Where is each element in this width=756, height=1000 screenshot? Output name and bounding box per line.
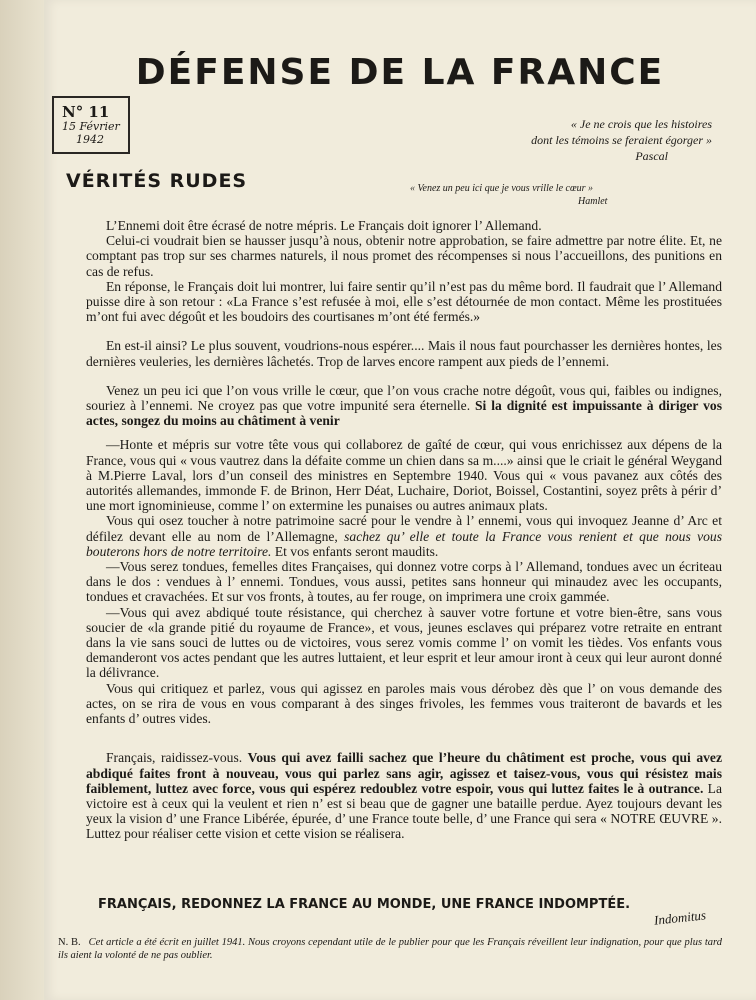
epigraph bbox=[472, 116, 712, 164]
paragraph-5-bold: Si la dignité est impuissante à diriger vos actes, songez du moins au châtiment à venir bbox=[86, 398, 722, 429]
article-title: VÉRITÉS RUDES bbox=[66, 170, 248, 192]
paragraph-7-italic: sachez qu’ elle et toute la France vous renient et que nous vous bouterons hors de notre territoire. bbox=[86, 528, 722, 559]
article-quote-text: « Venez un peu ici que je vous vrille le cœur » bbox=[410, 183, 594, 194]
issue-number: N° 11 bbox=[62, 103, 110, 121]
article-body bbox=[86, 218, 722, 842]
closing-slogan: FRANÇAIS, REDONNEZ LA FRANCE AU MONDE, UNE FRANCE INDOMPTÉE. bbox=[98, 897, 631, 912]
author-signature: Indomitus bbox=[653, 907, 707, 928]
paragraph-3: En réponse, le Français doit lui montrer, lui faire sentir qu’il n’est pas du même bord. Il faudrait que l’ Allemand puisse dire à son retour : «La France s’est refusée à moi, elle s’est détournée de mon contact. Même les prostituées m’ont fui avec dégoût et les boudoirs des courtisanes m’ont été fermés.» bbox=[86, 278, 722, 325]
newspaper-masthead: DÉFENSE DE LA FRANCE bbox=[135, 52, 665, 93]
issue-date-year: 1942 bbox=[76, 133, 104, 146]
footnote bbox=[58, 936, 722, 962]
article-quote-author: Hamlet bbox=[578, 196, 608, 207]
epigraph-line-1: « Je ne crois que les histoires bbox=[570, 117, 712, 131]
paragraph-11-end: La victoire est à ceux qui la veulent et rien n’ est si beau que de gagner une bataille perdue. Ayez toujours devant les yeux la vision d’ une France Libérée, épurée, d’ une France toute belle, d’ une France qui sera « NOTRE ŒUVRE ». Luttez pour réaliser cette vision et cette vision se réalisera. bbox=[86, 780, 722, 842]
page-edge bbox=[0, 0, 44, 1000]
paragraph-8: —Vous serez tondues, femelles dites Françaises, qui donnez votre corps à l’ Allemand, tondues avec un écriteau dans le dos : vendues à l’ ennemi. Tondues, vous aussi, petites sans honneur qui minaudez avec les occupants, tondues et cravachées. Et sur vos fronts, à toutes, au fer rouge, on imprimera une croix gammée. bbox=[86, 559, 722, 605]
paragraph-11-text: Français, raidissez-vous. bbox=[106, 750, 243, 766]
paragraph-10: Vous qui critiquez et parlez, vous qui agissez en paroles mais vous dérobez dès que l’ on vous demande des actes, on se rira de vous en vous comparant à des singes frivoles, les femmes vous traiteront de bavards et les enfants d’ outres vides. bbox=[86, 680, 722, 727]
paragraph-6: —Honte et mépris sur votre tête vous qui collaborez de gaîté de cœur, qui vous enrichissez aux dépens de la France, vous qui « vous vautrez dans la défaite comme un chien dans sa m....» ainsi que le criait le général Weygand à M.Pierre Laval, lors d’un conseil des ministres en Septembre 1940. Vous qui « vous pavanez aux côtés des autorités allemandes, immonde F. de Brinon, Herr Déat, Luchaire, Doriot, Boissel, Costantini, soyez prêts à périr d’ une mort ignominieuse, comme l’ on extermine les punaises ou autres animaux plats. bbox=[86, 437, 722, 514]
paragraph-5-text: Venez un peu ici que l’on vous vrille le cœur, que l’on vous crache notre dégoût, vous qui, faibles ou indignes, souriez à l’ennemi. Ne croyez pas que votre impunité sera éternelle. bbox=[86, 382, 722, 414]
paragraph-11-bold: Vous qui avez failli sachez que l’heure du châtiment est proche, vous qui avez abdiqué faites front à nouveau, vous qui parlez sans agir, agissez et taisez-vous, vous qui résistez mais faiblement, luttez avec force, vous qui espérez redoublez votre espoir, vous qui luttez faites le à outrance. bbox=[86, 750, 722, 796]
article-quote bbox=[410, 182, 670, 208]
epigraph-author: Pascal bbox=[635, 149, 668, 163]
paragraph-1: L’Ennemi doit être écrasé de notre mépris. Le Français doit ignorer l’ Allemand. bbox=[106, 218, 542, 233]
paragraph-7 bbox=[86, 513, 722, 559]
paragraph-9: —Vous qui avez abdiqué toute résistance, qui cherchez à sauver votre fortune et votre bien-être, sans vous soucier de «la grande pitié du royaume de France», et vous, jeunes esclaves qui préparez votre retraite en entrant dans la vie sans souci de luttes ou de victoires, vous serez vomis comme l’ on vomit les tièdes. Vos enfants vous demanderont vos actes pendant que les autres luttaient, et leur esprit et leur amour iront à ceux qui leur auront donné la délivrance. bbox=[86, 604, 722, 681]
paragraph-7-text: Vous qui osez toucher à notre patrimoine sacré pour le vendre à l’ ennemi, vous qui invoquez Jeanne d’ Arc et défilez devant elle au nom de l’Allemagne, bbox=[86, 513, 722, 544]
footnote-text: Cet article a été écrit en juillet 1941. Nous croyons cependant utile de le publier pour que les Français réveillent leur indignation, pour que plus tard ils aient la volonté de ne pas oublier. bbox=[58, 937, 722, 961]
paragraph-4: En est-il ainsi? Le plus souvent, voudrions-nous espérer.... Mais il nous faut pourchasser les dernières hontes, les dernières veuleries, les dernières lâchetés. Trop de larves encore rampent aux pieds de l’ennemi. bbox=[86, 338, 722, 369]
paragraph-5 bbox=[86, 383, 722, 429]
issue-box bbox=[52, 96, 130, 154]
paragraph-7-end: Et vos enfants seront maudits. bbox=[274, 543, 439, 559]
issue-date-day: 15 Février bbox=[62, 120, 120, 133]
paragraph-11 bbox=[86, 750, 722, 841]
footnote-label: N. B. bbox=[58, 937, 81, 948]
paragraph-2: Celui-ci voudrait bien se hausser jusqu’à nous, obtenir notre approbation, se faire admettre par notre élite. Et, ne comptant pas trop sur ses charmes naturels, il nous promet des récompenses si nous l’accueillons, des punitions en cas de refus. bbox=[86, 233, 722, 279]
epigraph-line-2: dont les témoins se feraient égorger » bbox=[531, 133, 712, 147]
